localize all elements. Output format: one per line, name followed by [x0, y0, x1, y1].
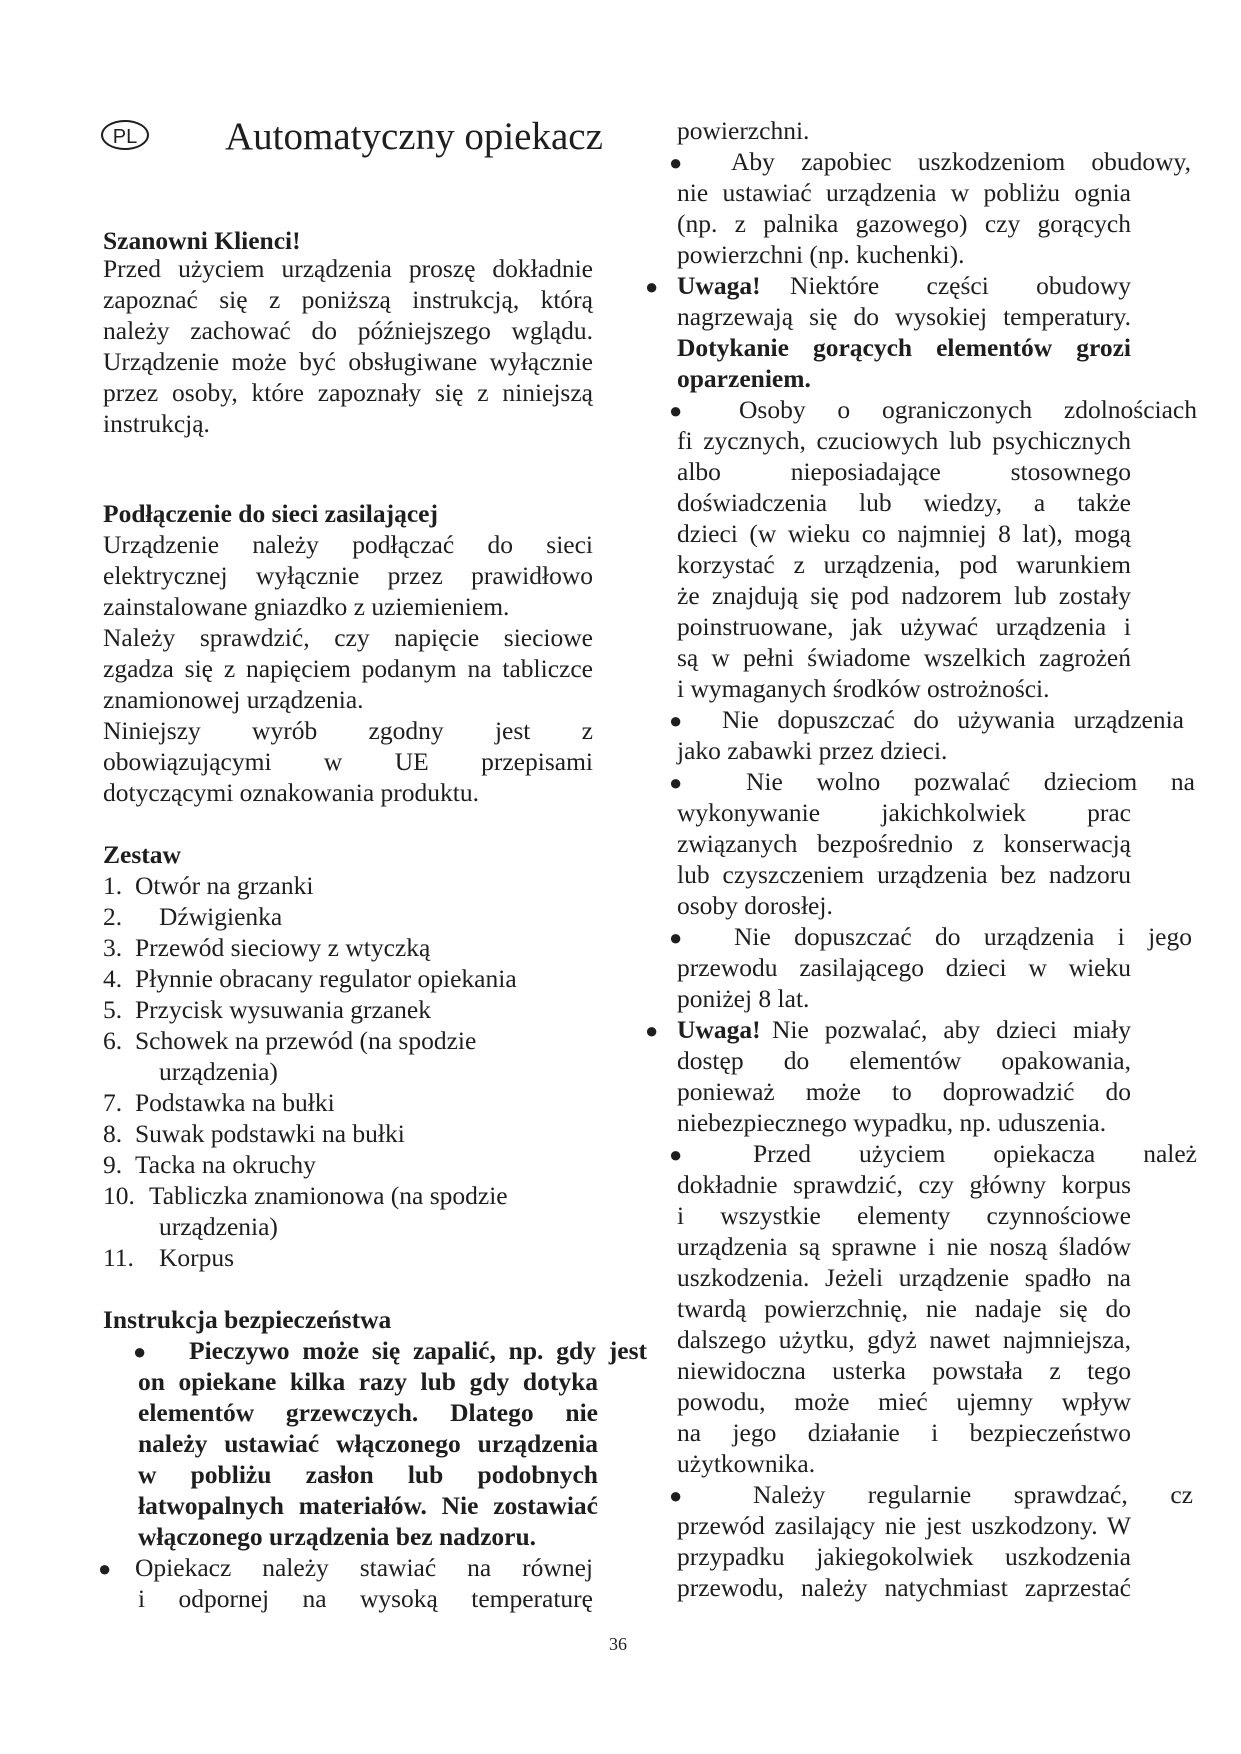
right-line: Osoby o ograniczonych zdolnościach — [739, 395, 1197, 424]
right-line: (np. z palnika gazowego) czy gorących — [677, 209, 1131, 238]
right-line: Przed użyciem opiekacza należ — [753, 1139, 1197, 1168]
set-item: Otwór na grzanki — [135, 871, 314, 900]
power-line: zgadza się z napięciem podanym na tabliczce — [103, 654, 593, 683]
right-line: twardą powierzchnię, nie nadaje się do — [677, 1294, 1131, 1323]
intro-line: instrukcją. — [103, 409, 210, 438]
bullet-icon: ● — [669, 770, 683, 795]
set-item-number: 6. — [103, 1026, 123, 1055]
surface-line: i odpornej na wysoką temperaturę — [138, 1584, 593, 1613]
set-item: Suwak podstawki na bułki — [135, 1119, 405, 1148]
set-item: Dźwigienka — [159, 902, 283, 931]
right-line: wykonywanie jakichkolwiek prac — [677, 798, 1131, 827]
right-line: jako zabawki przez dzieci. — [677, 736, 948, 765]
right-line: powierzchni. — [677, 116, 810, 145]
set-item-number: 11. — [103, 1243, 134, 1272]
power-line: Należy sprawdzić, czy napięcie sieciowe — [103, 623, 593, 652]
right-line: nagrzewają się do wysokiej temperatury. — [677, 302, 1131, 331]
bullet-icon: ● — [133, 1339, 147, 1364]
bullet-icon: ● — [669, 708, 683, 733]
set-item-number: 2. — [103, 902, 123, 931]
power-line: znamionowej urządzenia. — [103, 685, 364, 714]
right-line: przewodu, należy natychmiast zaprzestać — [677, 1573, 1131, 1602]
right-line: przewodu zasilającego dzieci w wieku — [677, 953, 1131, 982]
right-line: uszkodzenia. Jeżeli urządzenie spadło na — [677, 1263, 1131, 1292]
right-line: dzieci (w wieku co najmniej 8 lat), mogą — [677, 519, 1131, 548]
bullet-icon: ● — [669, 1142, 683, 1167]
intro-line: Urządzenie może być obsługiwane wyłącznie — [103, 347, 593, 376]
right-line: przypadku jakiegokolwiek uszkodzenia — [677, 1542, 1131, 1571]
right-line: Dotykanie gorących elementów grozi — [677, 333, 1131, 362]
right-line: Nie dopuszczać do urządzenia i jego — [734, 922, 1192, 951]
set-item-number: 5. — [103, 995, 123, 1024]
safety-line: elementów grzewczych. Dlatego nie — [138, 1398, 598, 1427]
bullet-icon: ● — [669, 1483, 683, 1508]
safety-line: on opiekane kilka razy lub gdy dotyka — [138, 1367, 598, 1396]
power-heading: Podłączenie do sieci zasilającej — [103, 499, 438, 528]
set-item: Przycisk wysuwania grzanek — [135, 995, 431, 1024]
set-item: Podstawka na bułki — [135, 1088, 335, 1117]
set-item: Tabliczka znamionowa (na spodzie — [149, 1181, 508, 1210]
bullet-icon: ● — [669, 398, 683, 423]
set-item: Schowek na przewód (na spodzie — [135, 1026, 477, 1055]
set-item-number: 7. — [103, 1088, 123, 1117]
right-line: Nie wolno pozwalać dzieciom na — [746, 767, 1195, 796]
right-line: urządzenia są sprawne i nie noszą śladów — [677, 1232, 1131, 1261]
right-line: dokładnie sprawdzić, czy główny korpus — [677, 1170, 1131, 1199]
set-item-number: 8. — [103, 1119, 123, 1148]
right-line: oparzeniem. — [677, 364, 811, 393]
set-item: Płynnie obracany regulator opiekania — [135, 964, 517, 993]
warning-label: Uwaga! — [677, 271, 761, 300]
set-item: urządzenia) — [159, 1057, 278, 1086]
right-line: użytkownika. — [677, 1449, 816, 1478]
page-number: 36 — [609, 1634, 627, 1654]
set-item-number: 3. — [103, 933, 123, 962]
power-line: Niniejszy wyrób zgodny jest z — [103, 716, 593, 745]
intro-line: Przed użyciem urządzenia proszę dokładnie — [103, 254, 593, 283]
right-line: doświadczenia lub wiedzy, a także — [677, 488, 1131, 517]
safety-line: włączonego urządzenia bez nadzoru. — [138, 1522, 537, 1551]
surface-line: Opiekacz należy stawiać na równej — [135, 1553, 593, 1582]
right-line: Należy regularnie sprawdzać, cz — [753, 1480, 1193, 1509]
power-line: obowiązującymi w UE przepisami — [103, 747, 593, 776]
right-line: dalszego użytku, gdyż nawet najmniejsza, — [677, 1325, 1131, 1354]
right-line: są w pełni świadome wszelkich zagrożeń — [677, 643, 1131, 672]
intro-line: przez osoby, które zapoznały się z niniejszą — [103, 378, 593, 407]
power-line: elektrycznej wyłącznie przez prawidłowo — [103, 561, 593, 590]
set-heading: Zestaw — [103, 840, 181, 869]
right-line: i wymaganych środków ostrożności. — [677, 674, 1050, 703]
set-item-number: 9. — [103, 1150, 123, 1179]
set-item: Korpus — [159, 1243, 235, 1272]
right-line: Niektóre części obudowy — [790, 271, 1131, 300]
right-line: że znajdują się pod nadzorem lub zostały — [677, 581, 1131, 610]
set-item: urządzenia) — [159, 1212, 278, 1241]
right-line: Nie pozwalać, aby dzieci miały — [772, 1015, 1131, 1044]
set-item-number: 10. — [103, 1181, 135, 1210]
right-line: powodu, może mieć ujemny wpływ — [677, 1387, 1131, 1416]
right-line: dostęp do elementów opakowania, — [677, 1046, 1131, 1075]
safety-line: Pieczywo może się zapalić, np. gdy jest — [189, 1336, 647, 1365]
right-line: lub czyszczeniem urządzenia bez nadzoru — [677, 860, 1131, 889]
power-line: zainstalowane gniazdko z uziemieniem. — [103, 592, 510, 621]
safety-line: łatwopalnych materiałów. Nie zostawiać — [138, 1491, 598, 1520]
warning-label: Uwaga! — [677, 1015, 761, 1044]
safety-line: należy ustawiać włączonego urządzenia — [138, 1429, 598, 1458]
right-line: przewód zasilający nie jest uszkodzony. W — [677, 1511, 1131, 1540]
right-line: nie ustawiać urządzenia w pobliżu ognia — [677, 178, 1131, 207]
right-line: ponieważ może to doprowadzić do — [677, 1077, 1131, 1106]
right-line: niebezpiecznego wypadku, np. uduszenia. — [677, 1108, 1107, 1137]
right-line: fi zycznych, czuciowych lub psychicznych — [677, 426, 1131, 455]
right-line: na jego działanie i bezpieczeństwo — [677, 1418, 1131, 1447]
bullet-icon: ● — [669, 925, 683, 950]
set-item: Przewód sieciowy z wtyczką — [135, 933, 431, 962]
right-line: i wszystkie elementy czynnościowe — [677, 1201, 1131, 1230]
intro-line: zapoznać się z poniższą instrukcją, którą — [103, 285, 593, 314]
greeting-heading: Szanowni Klienci! — [103, 226, 301, 255]
set-item-number: 4. — [103, 964, 123, 993]
right-line: korzystać z urządzenia, pod warunkiem — [677, 550, 1131, 579]
intro-line: należy zachować do późniejszego wglądu. — [103, 316, 593, 345]
power-line: dotyczącymi oznakowania produktu. — [103, 778, 480, 807]
bullet-icon: ● — [98, 1556, 112, 1581]
bullet-icon: ● — [645, 1018, 659, 1043]
set-item-number: 1. — [103, 871, 123, 900]
right-line: osoby dorosłej. — [677, 891, 833, 920]
right-line: niewidoczna usterka powstała z tego — [677, 1356, 1131, 1385]
right-line: związanych bezpośrednio z konserwacją — [677, 829, 1131, 858]
safety-line: w pobliżu zasłon lub podobnych — [138, 1460, 598, 1489]
page-title: Automatyczny opiekacz — [225, 115, 603, 158]
bullet-icon: ● — [645, 274, 659, 299]
right-line: Nie dopuszczać do używania urządzenia — [722, 705, 1184, 734]
language-badge: PL — [101, 120, 149, 150]
bullet-icon: ● — [669, 150, 683, 175]
right-line: poniżej 8 lat. — [677, 984, 810, 1013]
set-item: Tacka na okruchy — [135, 1150, 316, 1179]
safety-heading: Instrukcja bezpieczeństwa — [103, 1305, 392, 1334]
right-line: powierzchni (np. kuchenki). — [677, 240, 965, 269]
power-line: Urządzenie należy podłączać do sieci — [103, 530, 593, 559]
right-line: Aby zapobiec uszkodzeniom obudowy, — [731, 147, 1191, 176]
right-line: poinstruowane, jak używać urządzenia i — [677, 612, 1131, 641]
right-line: albo nieposiadające stosownego — [677, 457, 1131, 486]
